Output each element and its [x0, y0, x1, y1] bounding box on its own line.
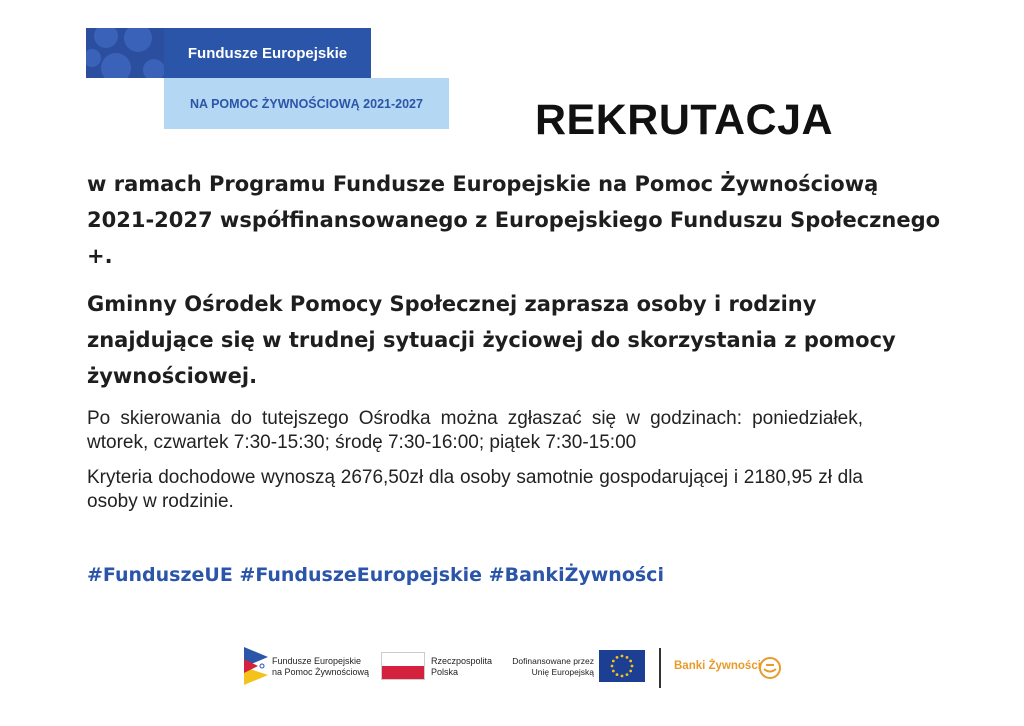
hours-paragraph: Po skierowania do tutejszego Ośrodka można zgłaszać się w godzinach: poniedziałek, wtorek, czwartek 7:30-15:30; środę 7:30-16:00; piątek 7:30-15:00 — [87, 408, 863, 453]
invitation-paragraph: Gminny Ośrodek Pomocy Społecznej zaprasza osoby i rodziny znajdujące się w trudnej sytuacji życiowej do skorzystania z pomocy żywnościowej. — [87, 292, 896, 388]
criteria-paragraph: Kryteria dochodowe wynoszą 2676,50zł dla osoby samotnie gospodarującej i 2180,95 zł dla osoby w rodzinie. — [87, 467, 863, 512]
rp-line1: Rzeczpospolita — [431, 656, 493, 666]
eu-line2: Unię Europejską — [531, 667, 594, 677]
logo-divider — [659, 648, 661, 688]
fe-line1: Fundusze Europejskie — [272, 656, 362, 666]
logo-subtitle: NA POMOC ŻYWNOŚCIOWĄ 2021-2027 — [164, 78, 449, 129]
page-title: REKRUTACJA — [535, 96, 834, 144]
fe-line2: na Pomoc Żywnościową — [272, 667, 370, 677]
eu-stars-icon — [86, 28, 164, 78]
fe-food-aid-logo — [244, 646, 374, 686]
hashtags: #FunduszeUE #FunduszeEuropejskie #BankiŻywności — [87, 564, 664, 586]
logo-name: Fundusze Europejskie — [164, 28, 371, 78]
eu-cofinanced-logo — [506, 650, 646, 684]
eu-line1: Dofinansowane przez — [512, 656, 594, 666]
banki-zywnosci-logo — [674, 656, 784, 682]
food-bank-icon — [758, 656, 782, 680]
polish-flag-icon — [381, 652, 425, 680]
fundusze-europejskie-logo — [86, 28, 449, 129]
rzeczpospolita-polska-logo — [381, 652, 501, 684]
intro-paragraph: w ramach Programu Fundusze Europejskie na Pomoc Żywnościową 2021-2027 współfinansowanego z Europejskiego Funduszu Społecznego +. — [87, 172, 941, 268]
footer-logo-strip — [0, 646, 1024, 690]
eu-flag-icon — [599, 650, 645, 682]
fe-mark-icon — [244, 647, 268, 685]
rp-line2: Polska — [431, 667, 459, 677]
bz-label: Banki Żywności — [674, 660, 761, 672]
